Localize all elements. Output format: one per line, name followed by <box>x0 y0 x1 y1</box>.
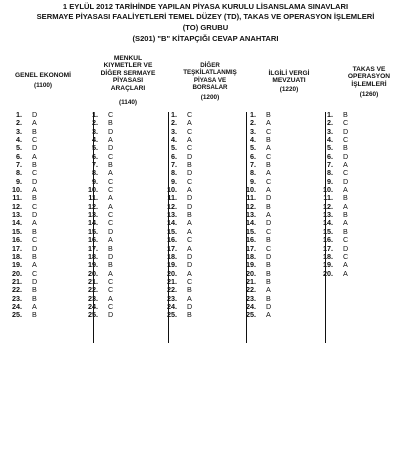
question-number: 15. <box>323 226 333 236</box>
question-number: 22. <box>167 285 177 295</box>
answer-row <box>6 311 37 319</box>
answer-letter: A <box>266 185 271 195</box>
column-code: (1260) <box>359 91 379 98</box>
question-number: 7. <box>250 160 256 170</box>
answer-letter: B <box>187 285 192 295</box>
question-number: 5. <box>250 143 256 153</box>
answer-letter: B <box>266 293 271 303</box>
answer-letter: D <box>108 310 114 320</box>
question-number: 12. <box>12 201 22 211</box>
column-title-line: TEŞKİLATLANMIŞ <box>183 69 237 77</box>
question-number: 13. <box>12 210 22 220</box>
question-number: 4. <box>92 135 98 145</box>
question-number: 2. <box>92 118 98 128</box>
answer-letter: A <box>187 118 192 128</box>
answer-letter: A <box>32 260 37 270</box>
answer-letter: C <box>187 110 193 119</box>
question-number: 20. <box>167 268 177 278</box>
question-number: 8. <box>92 168 98 178</box>
answer-letter: C <box>32 168 38 178</box>
answer-letter: B <box>266 110 271 119</box>
column-code: (1220) <box>279 86 299 93</box>
answer-letter: A <box>187 135 192 145</box>
answer-letter: C <box>266 176 272 186</box>
question-number: 3. <box>327 126 333 136</box>
answer-letter: D <box>187 301 193 311</box>
answer-letter: A <box>108 268 113 278</box>
answer-letter: B <box>266 201 271 211</box>
answer-letter: A <box>32 185 37 195</box>
question-number: 2. <box>16 118 22 128</box>
answer-letter: A <box>187 243 192 253</box>
column-title-line: DİĞER SERMAYE <box>100 69 156 77</box>
column-title-line: ARAÇLARI <box>110 84 146 92</box>
question-number: 12. <box>167 201 177 211</box>
column-code: (1200) <box>200 94 220 101</box>
question-number: 8. <box>250 168 256 178</box>
question-number: 6. <box>250 151 256 161</box>
answer-letter: B <box>32 251 37 261</box>
question-number: 16. <box>88 235 98 245</box>
answer-letter: B <box>32 126 37 136</box>
question-number: 25. <box>12 310 22 320</box>
question-number: 16. <box>323 235 333 245</box>
question-number: 19. <box>167 260 177 270</box>
question-number: 25. <box>246 310 256 320</box>
answer-letter: C <box>187 143 193 153</box>
question-number: 18. <box>88 251 98 261</box>
answer-letter: C <box>108 285 114 295</box>
question-number: 3. <box>92 126 98 136</box>
question-number: 13. <box>88 210 98 220</box>
question-number: 7. <box>92 160 98 170</box>
answer-letter: A <box>266 143 271 153</box>
header-line-2: SERMAYE PİYASASI FAALİYETLERİ TEMEL DÜZEY (TD), TAKAS VE OPERASYON İŞLEMLERİ <box>36 12 375 21</box>
question-number: 4. <box>327 135 333 145</box>
answer-list-ilgili-vergi <box>240 111 271 320</box>
answer-letter: B <box>32 193 37 203</box>
column-title-line: MEVZUATI <box>272 77 306 85</box>
answer-letter: A <box>266 310 271 320</box>
question-number: 18. <box>323 251 333 261</box>
question-number: 3. <box>250 126 256 136</box>
column-title-takas-operasyon <box>330 66 408 88</box>
answer-letter: A <box>343 185 348 195</box>
answer-letter: C <box>32 235 38 245</box>
question-number: 1. <box>16 110 22 119</box>
question-number: 14. <box>323 218 333 228</box>
answer-letter: B <box>108 243 113 253</box>
answer-letter: B <box>108 160 113 170</box>
answer-letter: C <box>187 176 193 186</box>
question-number: 4. <box>16 135 22 145</box>
question-number: 4. <box>250 135 256 145</box>
question-number: 14. <box>246 218 256 228</box>
column-title-line: İLGİLİ VERGİ <box>268 70 310 77</box>
question-number: 25. <box>88 310 98 320</box>
column-title-line: PİYASASI <box>112 77 144 85</box>
question-number: 11. <box>323 193 333 203</box>
question-number: 10. <box>323 185 333 195</box>
answer-row <box>240 311 271 319</box>
header-line-4: (S201) "B" KİTAPÇIĞI CEVAP ANAHTARI <box>132 34 279 43</box>
question-number: 10. <box>88 185 98 195</box>
question-number: 9. <box>92 176 98 186</box>
answer-letter: B <box>32 285 37 295</box>
question-number: 24. <box>246 301 256 311</box>
question-number: 14. <box>12 218 22 228</box>
answer-list-takas-operasyon <box>317 111 348 278</box>
question-number: 2. <box>250 118 256 128</box>
question-number: 17. <box>323 243 333 253</box>
answer-list-diger-teskilatlanmis <box>161 111 192 320</box>
answer-letter: D <box>32 276 38 286</box>
question-number: 24. <box>88 301 98 311</box>
answer-letter: D <box>108 126 114 136</box>
question-number: 23. <box>246 293 256 303</box>
answer-letter: D <box>266 218 272 228</box>
answer-letter: D <box>108 226 114 236</box>
answer-letter: D <box>32 143 38 153</box>
answer-letter: C <box>343 251 349 261</box>
question-number: 10. <box>12 185 22 195</box>
answer-letter: D <box>187 168 193 178</box>
answer-letter: A <box>187 293 192 303</box>
answer-letter: D <box>187 201 193 211</box>
question-number: 13. <box>323 210 333 220</box>
question-number: 15. <box>88 226 98 236</box>
answer-letter: C <box>343 118 349 128</box>
question-number: 10. <box>246 185 256 195</box>
answer-letter: D <box>187 193 193 203</box>
column-code: (1100) <box>33 82 53 89</box>
answer-letter: D <box>32 110 38 119</box>
answer-letter: D <box>266 193 272 203</box>
answer-letter: B <box>187 160 192 170</box>
question-number: 18. <box>167 251 177 261</box>
answer-letter: D <box>187 151 193 161</box>
column-title-line: BORSALAR <box>192 84 228 92</box>
question-number: 6. <box>327 151 333 161</box>
answer-letter: A <box>187 218 192 228</box>
question-number: 8. <box>171 168 177 178</box>
answer-letter: A <box>32 151 37 161</box>
answer-letter: B <box>266 235 271 245</box>
question-number: 13. <box>246 210 256 220</box>
answer-letter: B <box>343 210 348 220</box>
question-number: 11. <box>246 193 256 203</box>
answer-row <box>82 311 113 319</box>
answer-letter: A <box>343 218 348 228</box>
answer-letter: D <box>266 301 272 311</box>
answer-letter: C <box>32 268 38 278</box>
answer-letter: A <box>108 135 113 145</box>
answer-letter: A <box>187 185 192 195</box>
question-number: 4. <box>171 135 177 145</box>
column-title-menkul-kiymetler <box>88 55 168 92</box>
question-number: 23. <box>12 293 22 303</box>
answer-letter: A <box>343 268 348 278</box>
answer-letter: A <box>343 160 348 170</box>
answer-letter: C <box>108 276 114 286</box>
question-number: 14. <box>88 218 98 228</box>
question-number: 11. <box>88 193 98 203</box>
question-number: 11. <box>167 193 177 203</box>
header-line-3: (TO) GRUBU <box>182 23 229 32</box>
answer-letter: C <box>108 301 114 311</box>
column-title-diger-teskilatlanmis <box>172 62 248 92</box>
answer-letter: C <box>187 235 193 245</box>
column-title-line: PİYASA VE <box>193 76 227 84</box>
answer-letter: C <box>32 135 38 145</box>
question-number: 1. <box>250 110 256 119</box>
question-number: 12. <box>246 201 256 211</box>
answer-letter: C <box>343 135 349 145</box>
column-title-line: MENKUL <box>113 55 143 62</box>
answer-letter: A <box>32 218 37 228</box>
question-number: 24. <box>167 301 177 311</box>
question-number: 7. <box>16 160 22 170</box>
answer-letter: C <box>32 201 38 211</box>
answer-letter: C <box>108 151 114 161</box>
question-number: 2. <box>327 118 333 128</box>
answer-letter: B <box>32 226 37 236</box>
question-number: 23. <box>88 293 98 303</box>
answer-letter: D <box>108 143 114 153</box>
answer-letter: C <box>187 276 193 286</box>
question-number: 18. <box>246 251 256 261</box>
column-title-line: DİĞER <box>200 62 220 69</box>
answer-letter: A <box>266 118 271 128</box>
question-number: 11. <box>12 193 22 203</box>
answer-letter: A <box>108 201 113 211</box>
question-number: 17. <box>167 243 177 253</box>
question-number: 19. <box>246 260 256 270</box>
question-number: 16. <box>12 235 22 245</box>
answer-letter: B <box>108 118 113 128</box>
column-title-line: OPERASYON <box>347 73 391 81</box>
question-number: 21. <box>167 276 177 286</box>
question-number: 7. <box>327 160 333 170</box>
question-number: 17. <box>88 243 98 253</box>
column-title-genel-ekonomi <box>8 72 78 79</box>
answer-letter: B <box>266 268 271 278</box>
question-number: 10. <box>167 185 177 195</box>
answer-letter: B <box>32 160 37 170</box>
answer-letter: D <box>343 151 349 161</box>
question-number: 1. <box>171 110 177 119</box>
answer-letter: A <box>32 301 37 311</box>
question-number: 24. <box>12 301 22 311</box>
question-number: 8. <box>16 168 22 178</box>
answer-letter: B <box>187 210 192 220</box>
answer-letter: C <box>108 110 114 119</box>
question-number: 5. <box>327 143 333 153</box>
answer-letter: B <box>343 193 348 203</box>
answer-letter: A <box>32 118 37 128</box>
question-number: 22. <box>88 285 98 295</box>
answer-letter: D <box>343 176 349 186</box>
answer-letter: D <box>32 176 38 186</box>
answer-letter: B <box>266 135 271 145</box>
question-number: 9. <box>250 176 256 186</box>
question-number: 1. <box>92 110 98 119</box>
question-number: 17. <box>12 243 22 253</box>
answer-letter: C <box>266 126 272 136</box>
answer-letter: C <box>108 176 114 186</box>
answer-letter: D <box>266 251 272 261</box>
question-number: 16. <box>167 235 177 245</box>
answer-letter: A <box>187 226 192 236</box>
answer-letter: C <box>343 235 349 245</box>
answer-letter: D <box>32 243 38 253</box>
question-number: 19. <box>12 260 22 270</box>
answer-letter: B <box>343 226 348 236</box>
question-number: 9. <box>171 176 177 186</box>
answer-letter: A <box>108 193 113 203</box>
question-number: 3. <box>16 126 22 136</box>
question-number: 6. <box>171 151 177 161</box>
question-number: 25. <box>167 310 177 320</box>
answer-letter: B <box>266 276 271 286</box>
question-number: 22. <box>12 285 22 295</box>
answer-letter: D <box>32 210 38 220</box>
question-number: 23. <box>167 293 177 303</box>
answer-letter: B <box>108 260 113 270</box>
question-number: 15. <box>12 226 22 236</box>
column-title-line: İŞLEMLERİ <box>351 80 387 88</box>
question-number: 5. <box>92 143 98 153</box>
answer-letter: B <box>32 310 37 320</box>
question-number: 9. <box>327 176 333 186</box>
question-number: 5. <box>16 143 22 153</box>
answer-letter: C <box>266 243 272 253</box>
question-number: 6. <box>92 151 98 161</box>
answer-letter: B <box>343 110 348 119</box>
answer-letter: A <box>108 168 113 178</box>
question-number: 21. <box>246 276 256 286</box>
answer-letter: B <box>187 310 192 320</box>
header-line-1: 1 EYLÜL 2012 TARİHİNDE YAPILAN PİYASA KURULU LİSANSLAMA SINAVLARI <box>62 2 349 11</box>
answer-letter: C <box>266 226 272 236</box>
question-number: 5. <box>171 143 177 153</box>
question-number: 8. <box>327 168 333 178</box>
question-number: 20. <box>323 268 333 278</box>
answer-letter: A <box>266 285 271 295</box>
question-number: 13. <box>167 210 177 220</box>
answer-letter: B <box>32 293 37 303</box>
question-number: 14. <box>167 218 177 228</box>
column-code: (1140) <box>118 99 138 106</box>
question-number: 16. <box>246 235 256 245</box>
column-title-ilgili-vergi <box>254 70 324 85</box>
question-number: 12. <box>323 201 333 211</box>
question-number: 17. <box>246 243 256 253</box>
answer-letter: C <box>343 168 349 178</box>
answer-letter: C <box>108 185 114 195</box>
answer-letter: A <box>266 168 271 178</box>
question-number: 7. <box>171 160 177 170</box>
answer-letter: D <box>187 260 193 270</box>
answer-list-menkul-kiymetler <box>82 111 113 320</box>
answer-row <box>161 311 192 319</box>
question-number: 20. <box>246 268 256 278</box>
answer-letter: A <box>343 260 348 270</box>
answer-letter: B <box>266 160 271 170</box>
question-number: 12. <box>88 201 98 211</box>
answer-letter: A <box>343 201 348 211</box>
question-number: 1. <box>327 110 333 119</box>
answer-letter: C <box>187 126 193 136</box>
question-number: 21. <box>12 276 22 286</box>
answer-letter: B <box>343 143 348 153</box>
column-title-line: TAKAS VE <box>352 66 386 73</box>
question-number: 22. <box>246 285 256 295</box>
answer-letter: A <box>266 210 271 220</box>
question-number: 18. <box>12 251 22 261</box>
question-number: 15. <box>246 226 256 236</box>
answer-letter: D <box>343 243 349 253</box>
answer-letter: A <box>108 293 113 303</box>
answer-letter: C <box>108 210 114 220</box>
answer-letter: D <box>343 126 349 136</box>
answer-letter: D <box>187 251 193 261</box>
answer-row <box>317 270 348 278</box>
column-title-line: GENEL EKONOMİ <box>15 72 71 79</box>
column-title-line: KIYMETLER VE <box>103 62 153 70</box>
answer-letter: C <box>266 151 272 161</box>
answer-list-genel-ekonomi <box>6 111 37 320</box>
answer-letter: B <box>266 260 271 270</box>
answer-letter: C <box>108 218 114 228</box>
question-number: 20. <box>88 268 98 278</box>
question-number: 3. <box>171 126 177 136</box>
question-number: 19. <box>88 260 98 270</box>
question-number: 6. <box>16 151 22 161</box>
answer-letter: D <box>108 251 114 261</box>
question-number: 9. <box>16 176 22 186</box>
answer-letter: A <box>187 268 192 278</box>
question-number: 20. <box>12 268 22 278</box>
answer-letter: A <box>108 235 113 245</box>
question-number: 19. <box>323 260 333 270</box>
question-number: 15. <box>167 226 177 236</box>
question-number: 21. <box>88 276 98 286</box>
question-number: 2. <box>171 118 177 128</box>
